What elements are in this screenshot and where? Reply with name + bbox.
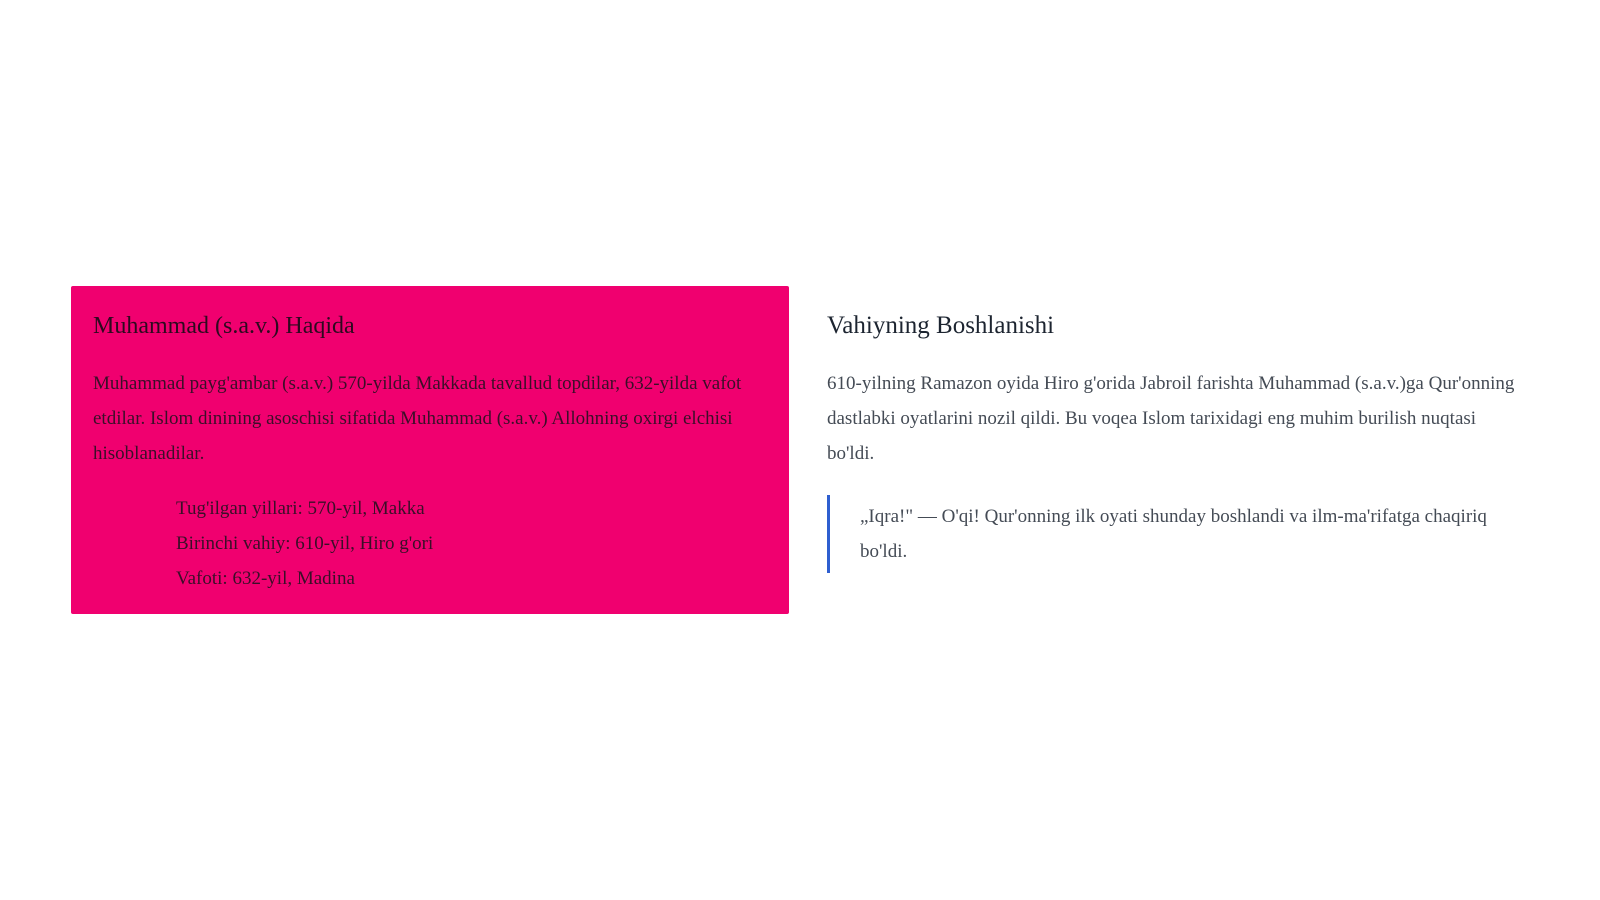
revelation-title: Vahiyning Boshlanishi [827, 312, 1055, 339]
fact-death: Vafoti: 632-yil, Madina [176, 568, 355, 589]
revelation-paragraph: 610-yilning Ramazon oyida Hiro g'orida Jabroil farishta Muhammad (s.a.v.)ga Qur'onning dastlabki oyatlarini nozil qildi. Bu voqea Islom tarixidagi eng muhim burilish nuqtasi bo'ldi. [827, 373, 1515, 464]
biography-card [71, 286, 789, 614]
fact-first-revelation: Birinchi vahiy: 610-yil, Hiro g'ori [176, 533, 434, 554]
revelation-quote: „Iqra!" — O'qi! Qur'onning ilk oyati shunday boshlandi va ilm-ma'rifatga chaqiriq bo'ldi. [827, 495, 1527, 573]
facts-list [93, 491, 767, 596]
fact-birth: Tug'ilgan yillari: 570-yil, Makka [176, 498, 425, 519]
revelation-section [827, 286, 1527, 597]
biography-paragraph: Muhammad payg'ambar (s.a.v.) 570-yilda Makkada tavallud topdilar, 632-yilda vafot etdilar. Islom dinining asoschisi sifatida Muhammad (s.a.v.) Allohning oxirgi elchisi hisoblanadilar. [93, 373, 742, 464]
biography-title: Muhammad (s.a.v.) Haqida [93, 313, 355, 339]
